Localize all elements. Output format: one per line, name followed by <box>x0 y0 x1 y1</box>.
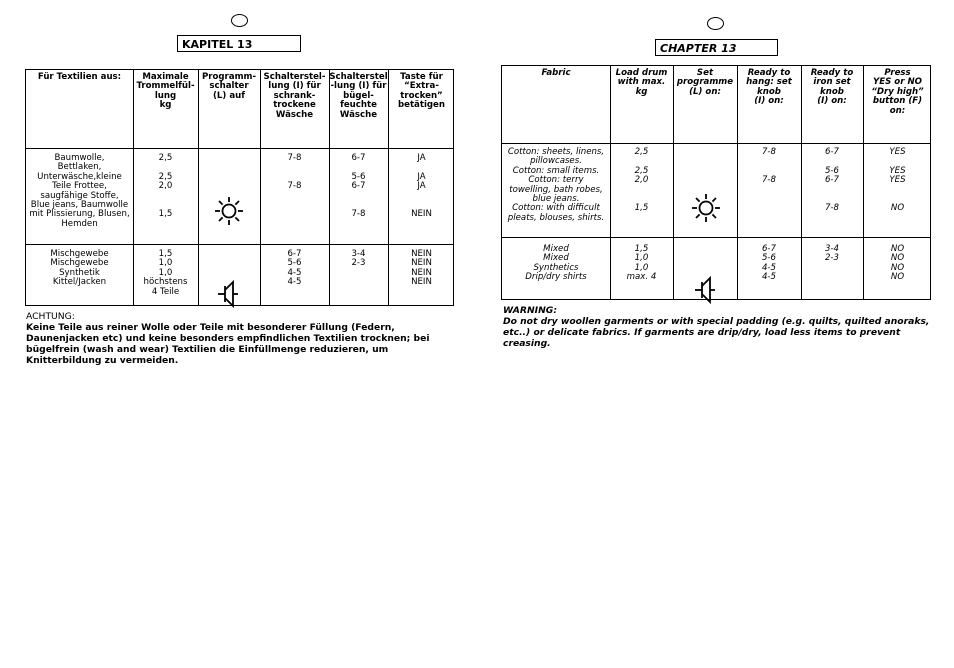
language-flag-oval <box>707 17 724 30</box>
sun-icon <box>214 177 244 245</box>
row2-load: 1,5 1,0 1,0 max. 4 <box>626 244 657 283</box>
drying-table-de <box>25 69 454 306</box>
row1-iron: 6-7 5-6 6-7 7-8 <box>824 147 840 214</box>
header-hang: Ready to hang: set knob (I) on: <box>746 68 792 107</box>
row2-hang: 6-7 5-6 4-5 4-5 <box>761 244 777 283</box>
row1-extra: YES YES YES NO <box>889 147 906 214</box>
header-program: Programm- schalter (L) auf <box>201 72 257 101</box>
row2-iron: 3-4 2-3 <box>824 244 840 264</box>
header-hang: Schalterstel- lung (I) für schrank- trockene Wäsche <box>263 72 326 120</box>
warning-title-de: ACHTUNG: <box>26 311 75 322</box>
header-fabric: Fabric <box>541 68 571 78</box>
row2-hang: 6-7 5-6 4-5 4-5 <box>287 249 302 288</box>
warning-title-en: WARNING: <box>503 305 558 316</box>
header-load: Load drum with max. kg <box>615 68 668 97</box>
row1-hang: 7-8 7-8 <box>287 153 302 192</box>
warning-de <box>26 311 446 366</box>
row1-load: 2,5 2,5 2,0 1,5 <box>634 147 649 214</box>
chapter-title-en: CHAPTER 13 <box>655 39 778 56</box>
row1-fabric: Cotton: sheets, linens, pillowcases. Cotton: small items. Cotton: terry towelling, bath robes, blue jeans. Cotton: with difficult pleats, blouses, shirts. <box>507 147 605 223</box>
row1-extra: JA JA JA NEIN <box>411 153 432 220</box>
row2-load: 1,5 1,0 1,0 höchstens 4 Teile <box>143 249 188 297</box>
header-program: Set programme (L) on: <box>676 68 734 97</box>
sun-icon <box>691 174 721 242</box>
chapter-title-de: KAPITEL 13 <box>177 35 301 52</box>
header-extra: Press YES or NO “Dry high” button (F) on: <box>871 68 924 116</box>
drying-table-en <box>501 65 931 300</box>
row1-iron: 6-7 5-6 6-7 7-8 <box>351 153 366 220</box>
header-extra: Taste für “Extra- trocken” betätigen <box>397 72 446 111</box>
header-iron: Schalterstel -lung (I) für bügel- feuchte Wäsche <box>329 72 388 120</box>
row2-iron: 3-4 2-3 <box>351 249 366 269</box>
row2-fabric: Mixed Mixed Synthetics Drip/dry shirts <box>525 244 587 283</box>
row1-hang: 7-8 7-8 <box>761 147 777 186</box>
header-load: Maximale Trommelfül- lung kg <box>136 72 195 111</box>
row1-fabric: Baumwolle, Bettlaken, Unterwäsche,kleine Teile Frottee, saugfähige Stoffe, Blue jeans, Baumwolle mit Plissierung, Blusen, Hemden <box>29 153 130 229</box>
row2-fabric: Mischgewebe Mischgewebe Synthetik Kittel/Jacken <box>50 249 109 288</box>
row1-load: 2,5 2,5 2,0 1,5 <box>158 153 173 220</box>
row2-extra: NO NO NO NO <box>890 244 905 283</box>
row2-extra: NEIN NEIN NEIN NEIN <box>411 249 432 288</box>
header-fabric: Für Textilien aus: <box>37 72 122 82</box>
warning-text-de: Keine Teile aus reiner Wolle oder Teile mit besonderer Füllung (Federn, Daunenjacken etc) und keine besonders empfindlichen Textilien trocknen; bei bügelfrein (wash and wear) Textilien die Einfüllmenge reduzieren, um Knitterbildung zu vermeiden. <box>26 322 430 366</box>
header-iron: Ready to iron set knob (I) on: <box>810 68 854 107</box>
warning-en <box>503 305 933 349</box>
warning-text-en: Do not dry woollen garments or with special padding (e.g. quilts, quilted anoraks, etc..) or delicate fabrics. If garments are drip/dry, load less items to prevent creasing. <box>503 316 930 349</box>
language-flag-oval <box>231 14 248 27</box>
